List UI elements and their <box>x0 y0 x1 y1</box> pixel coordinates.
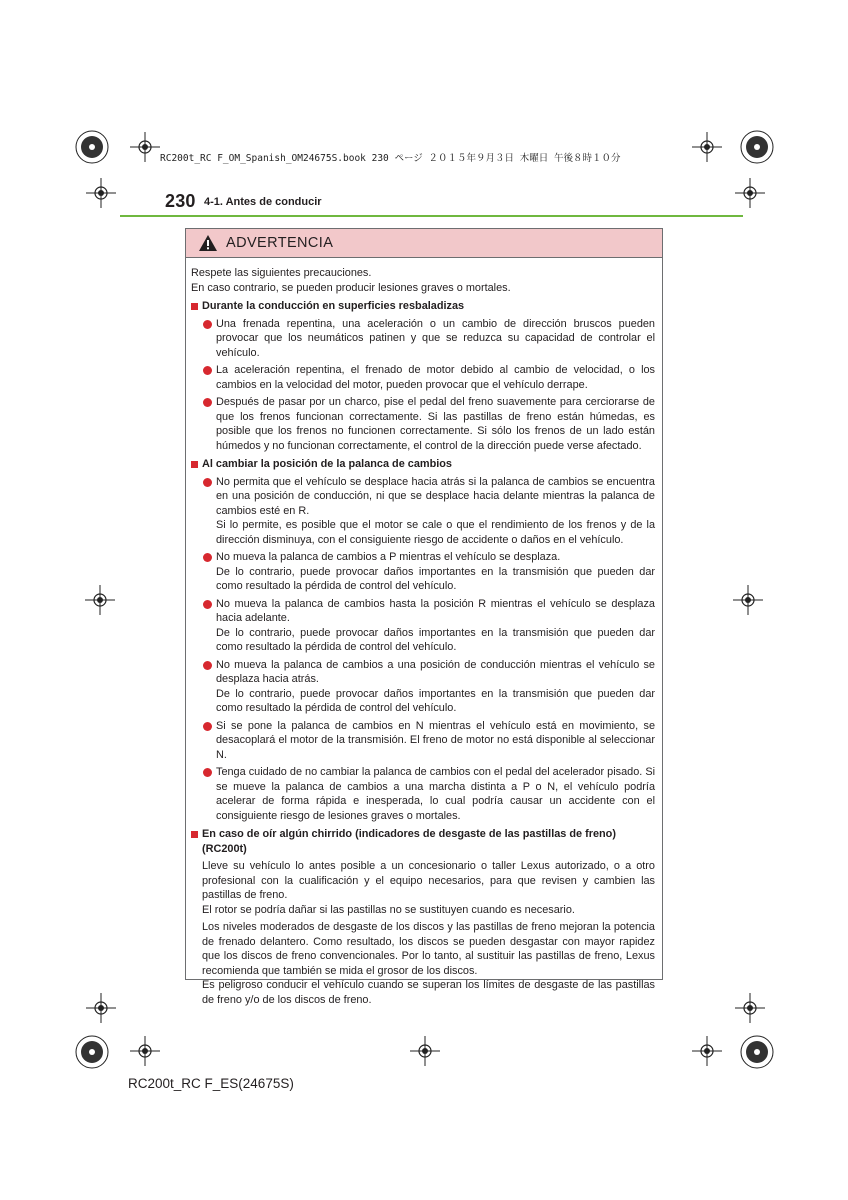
round-bullet-icon <box>203 722 212 731</box>
registration-mark-icon <box>70 125 114 169</box>
warning-triangle-icon <box>198 234 218 252</box>
crosshair-mark-icon <box>410 1036 440 1066</box>
section-heading-text: Al cambiar la posición de la palanca de cambios <box>202 458 452 470</box>
section-heading-text: Durante la conducción en superficies resbaladizas <box>202 300 465 312</box>
round-bullet-icon <box>203 768 212 777</box>
section-heading <box>191 827 655 856</box>
crosshair-mark-icon <box>733 585 763 615</box>
bullet-paragraph: Después de pasar por un charco, pise el pedal del freno suavemente para cerciorarse de que los frenos funcionan correctamente. Si las pastillas de freno están húmedas, es posible que los frenos no funcionen correctamente. Si sólo los frenos de un lado están húmedos y no funcionan correctamente, el control de la dirección puede verse afectado. <box>216 396 655 452</box>
bullet-paragraph: No mueva la palanca de cambios a P mientras el vehículo se desplaza. <box>216 551 561 563</box>
section-title: 4-1. Antes de conducir <box>204 196 322 208</box>
bullet-text <box>216 395 655 453</box>
crosshair-mark-icon <box>692 132 722 162</box>
bullet-paragraph: Tenga cuidado de no cambiar la palanca de cambios con el pedal del acelerador pisado. Si se mueve la palanca de cambios a una marcha distinta a P o N, el vehículo podría acelerar de forma rápida e inesperada, lo cual podría causar un accidente con el consiguiente riesgo de lesiones graves o mortales. <box>216 766 655 822</box>
round-bullet-icon <box>203 366 212 375</box>
bullet-item <box>203 550 655 594</box>
warning-title: ADVERTENCIA <box>226 235 334 251</box>
bullet-item <box>203 363 655 392</box>
page-number: 230 <box>165 191 196 211</box>
bullet-paragraph: De lo contrario, puede provocar daños importantes en la transmisión que pueden dar como resultado la pérdida de control del vehículo. <box>216 687 655 714</box>
round-bullet-icon <box>203 553 212 562</box>
warning-body <box>186 258 662 1007</box>
bullet-paragraph: De lo contrario, puede provocar daños importantes en la transmisión que pueden dar como resultado la pérdida de control del vehículo. <box>216 565 655 592</box>
crosshair-mark-icon <box>130 1036 160 1066</box>
paragraph-line: El rotor se podría dañar si las pastillas no se sustituyen cuando es necesario. <box>202 903 575 916</box>
warning-intro <box>191 266 655 295</box>
section-heading <box>191 457 655 472</box>
bullet-text <box>216 765 655 823</box>
bullet-text <box>216 475 655 548</box>
square-bullet-icon <box>191 461 198 468</box>
bullet-item <box>203 597 655 655</box>
bullet-item <box>203 475 655 548</box>
bullet-item <box>203 719 655 763</box>
bullet-item <box>203 658 655 716</box>
bullet-paragraph: Si lo permite, es posible que el motor se cale o que el rendimiento de los frenos y de la dirección disminuya, con el consiguiente riesgo de accidente o daños en el vehículo. <box>216 519 655 546</box>
bullet-paragraph: No permita que el vehículo se desplace hacia atrás si la palanca de cambios se encuentra en una posición de conducción, ni que se desplace hacia delante mientras la palanca de cambios esté en R. <box>216 475 655 517</box>
round-bullet-icon <box>203 600 212 609</box>
intro-line: Respete las siguientes precauciones. <box>191 267 372 279</box>
square-bullet-icon <box>191 303 198 310</box>
bullet-item <box>203 765 655 823</box>
crosshair-mark-icon <box>692 1036 722 1066</box>
section-heading <box>191 299 655 314</box>
section-heading-text: En caso de oír algún chirrido (indicadores de desgaste de las pastillas de freno) (RC200t) <box>202 828 616 855</box>
header-rule <box>120 215 743 217</box>
bullet-item <box>203 395 655 453</box>
bullet-text <box>216 597 655 655</box>
intro-line: En caso contrario, se pueden producir lesiones graves o mortales. <box>191 281 511 294</box>
paragraph-line: Lleve su vehículo lo antes posible a un concesionario o taller Lexus autorizado, o a otro profesional con la cualificación y el equipo necesarios, para que revisen y cambien las pastillas de freno. <box>202 860 655 901</box>
paragraph-line: Es peligroso conducir el vehículo cuando se superan los límites de desgaste de las pastillas de freno y/o de los discos de freno. <box>202 979 655 1006</box>
bullet-text <box>216 550 655 594</box>
bullet-text <box>216 363 655 392</box>
registration-mark-icon <box>735 125 779 169</box>
crosshair-mark-icon <box>735 993 765 1023</box>
paragraph-line: Los niveles moderados de desgaste de los discos y las pastillas de freno mejoran la potencia de frenado delantero. Como resultado, los discos se pueden desgastar con mayor rapidez que los discos de freno convencionales. Por lo tanto, al sustituir las pastillas de freno, Lexus recomienda que también se mida el grosor de los discos. <box>202 921 655 977</box>
bullet-paragraph: De lo contrario, puede provocar daños importantes en la transmisión que pueden dar como resultado la pérdida de control del vehículo. <box>216 626 655 653</box>
round-bullet-icon <box>203 661 212 670</box>
bullet-item <box>203 317 655 361</box>
bullet-text <box>216 317 655 361</box>
round-bullet-icon <box>203 398 212 407</box>
crosshair-mark-icon <box>86 993 116 1023</box>
crosshair-mark-icon <box>86 178 116 208</box>
registration-mark-icon <box>735 1030 779 1074</box>
registration-mark-icon <box>70 1030 114 1074</box>
bullet-paragraph: No mueva la palanca de cambios a una posición de conducción mientras el vehículo se desplaza hacia atrás. <box>216 658 655 685</box>
warning-header <box>186 229 662 258</box>
round-bullet-icon <box>203 320 212 329</box>
crosshair-mark-icon <box>735 178 765 208</box>
bullet-paragraph: Si se pone la palanca de cambios en N mientras el vehículo está en movimiento, se desacoplará el motor de la transmisión. El freno de motor no está disponible al seleccionar N. <box>216 719 655 761</box>
bullet-text <box>216 658 655 716</box>
warning-box <box>185 228 663 1006</box>
crosshair-mark-icon <box>85 585 115 615</box>
bullet-paragraph: Una frenada repentina, una aceleración o un cambio de dirección bruscos pueden provocar que los neumáticos patinen y que se reduzca su capacidad de controlar el vehículo. <box>216 317 655 359</box>
crosshair-mark-icon <box>130 132 160 162</box>
footer-code: RC200t_RC F_ES(24675S) <box>128 1076 294 1091</box>
file-info-line: RC200t_RC F_OM_Spanish_OM24675S.book 230 ページ ２０１５年９月３日 木曜日 午後８時１０分 <box>160 153 621 164</box>
round-bullet-icon <box>203 478 212 487</box>
bullet-paragraph: No mueva la palanca de cambios hasta la posición R mientras el vehículo se desplaza hacia adelante. <box>216 597 655 624</box>
bullet-text <box>216 719 655 763</box>
square-bullet-icon <box>191 831 198 838</box>
paragraph-block <box>202 920 655 1007</box>
paragraph-block <box>202 859 655 917</box>
bullet-paragraph: La aceleración repentina, el frenado de motor debido al cambio de velocidad, o los cambios en la velocidad del motor, pueden provocar que el vehículo derrape. <box>216 364 655 391</box>
